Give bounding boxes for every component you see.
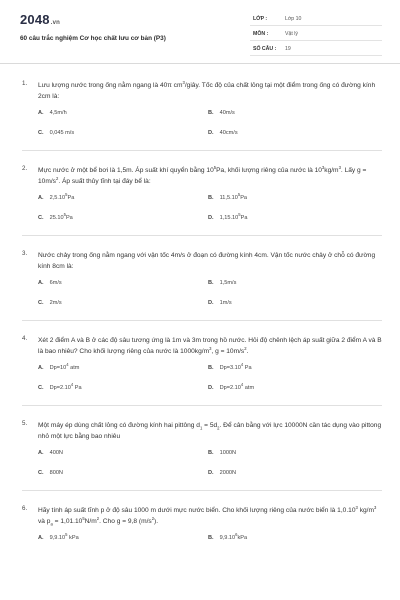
answer-row <box>38 280 383 291</box>
option-letter: A. <box>38 450 44 456</box>
question-divider <box>22 320 382 321</box>
question-item <box>0 80 400 141</box>
answer-option[interactable] <box>38 532 79 541</box>
answer-option[interactable] <box>38 212 73 221</box>
option-letter: B. <box>208 110 214 116</box>
answer-option[interactable] <box>38 280 62 286</box>
meta-row <box>250 43 382 56</box>
answer-row <box>38 110 383 121</box>
option-text: 1000N <box>219 450 237 456</box>
answer-row <box>38 212 383 226</box>
option-letter: A. <box>38 110 44 116</box>
option-letter: A. <box>38 535 44 541</box>
answer-row <box>38 130 383 141</box>
meta-row <box>250 28 382 41</box>
question-number: 2. <box>22 165 28 172</box>
question-text: Mực nước ở một bể bơi là 1,5m. Áp suất khí quyển bằng $10^5Pa$, khối lượng riêng của nước là $10^3kg/m^3$. Lấy $g = 10m/s^2$. Áp suất thủy tĩnh tại đáy bể là: <box>38 164 367 185</box>
question-text: Một máy ép dùng chất lỏng có đường kính hai pittông $d_1 = 5d_2$. Để cân bằng với lực 10000N cần tác dụng vào pittong nhỏ một lực bằng bao nhiêu <box>38 422 382 440</box>
option-letter: B. <box>208 450 214 456</box>
question-item <box>0 335 400 396</box>
option-letter: C. <box>38 130 44 136</box>
option-letter: B. <box>208 535 214 541</box>
answer-option[interactable] <box>38 362 80 371</box>
answer-option[interactable] <box>38 110 67 116</box>
question-divider <box>22 405 382 406</box>
question-text: Lưu lượng nước trong ống nằm ngang là 40π $cm^3$/giây. Tốc độ của chất lỏng tại một điểm trong ống có đường kính 2cm là: <box>38 79 376 100</box>
meta-row <box>250 13 382 26</box>
meta-label: SỐ CÂU : <box>253 46 277 52</box>
option-text: 400N <box>49 450 63 456</box>
answer-option[interactable] <box>38 450 63 456</box>
answer-option[interactable] <box>208 110 235 116</box>
option-text: 4,5m/h <box>49 110 67 116</box>
option-text: $Dp=10^4$ atm <box>49 362 80 371</box>
answer-row <box>38 192 383 206</box>
question-text: Xét 2 điểm A và B ở các độ sâu tương ứng là 1m và 3m trong hồ nước. Hỏi độ chênh lệch áp suất giữa 2 điểm A và B là bao nhiêu? Cho khối lượng riêng của nước là $1000kg/m^3$, $g = 10m/s^2$. <box>38 337 382 355</box>
option-letter: C. <box>38 300 44 306</box>
option-text: 2000N <box>219 470 237 476</box>
question-item <box>0 505 400 546</box>
option-text: 800N <box>49 470 63 476</box>
option-letter: D. <box>208 385 214 391</box>
option-text: 6m/s <box>49 280 62 286</box>
answer-option[interactable] <box>38 130 74 136</box>
question-number: 5. <box>22 420 28 427</box>
option-text: 1,15.10$^5$Pa <box>219 212 248 221</box>
answer-row <box>38 362 383 376</box>
option-text: 40cm/s <box>219 130 238 136</box>
answer-row <box>38 450 383 461</box>
option-text: 11,5.10$^5$Pa <box>219 192 248 201</box>
answer-options <box>38 362 383 396</box>
answer-options <box>38 280 383 311</box>
option-letter: C. <box>38 385 44 391</box>
option-letter: A. <box>38 365 44 371</box>
option-text: 9,9.10$^6$kPa <box>219 532 248 541</box>
answer-option[interactable] <box>208 382 255 391</box>
page-title: 60 câu trắc nghiệm Cơ học chất lưu cơ bản (P3) <box>20 35 166 42</box>
answer-option[interactable] <box>208 470 236 476</box>
option-text: 40m/s <box>219 110 235 116</box>
question-text: Nước chảy trong ống nằm ngang với vận tốc 4m/s ở đoạn có đường kính 4cm. Vận tốc nước chảy ở chỗ có đường kính 8cm là: <box>38 252 376 270</box>
meta-info <box>250 13 382 58</box>
answer-option[interactable] <box>208 362 252 371</box>
meta-value: Lớp 10 <box>285 16 302 22</box>
option-letter: D. <box>208 300 214 306</box>
answer-row <box>38 300 383 311</box>
question-number: 4. <box>22 335 28 342</box>
answer-option[interactable] <box>38 192 75 201</box>
question-divider <box>22 150 382 151</box>
option-letter: A. <box>38 280 44 286</box>
question-divider <box>22 235 382 236</box>
answer-option[interactable] <box>208 192 248 201</box>
answer-option[interactable] <box>38 300 62 306</box>
option-letter: C. <box>38 470 44 476</box>
question-item <box>0 250 400 311</box>
answer-options <box>38 532 383 546</box>
option-letter: B. <box>208 280 214 286</box>
question-number: 3. <box>22 250 28 257</box>
option-text: 2m/s <box>49 300 62 306</box>
option-text: 25.10$^5$Pa <box>49 212 73 221</box>
option-text: 1,5m/s <box>219 280 237 286</box>
option-letter: D. <box>208 470 214 476</box>
option-text: 1m/s <box>219 300 232 306</box>
brand-logo[interactable]: 2048.vn <box>20 12 61 27</box>
answer-option[interactable] <box>38 470 63 476</box>
question-list <box>0 80 400 555</box>
answer-option[interactable] <box>208 212 248 221</box>
option-text: 9,9.10$^5$ kPa <box>49 532 79 541</box>
meta-label: LỚP : <box>253 16 268 22</box>
option-letter: C. <box>38 215 44 221</box>
answer-option[interactable] <box>38 382 82 391</box>
meta-label: MÔN : <box>253 31 269 37</box>
answer-option[interactable] <box>208 450 236 456</box>
option-letter: D. <box>208 215 214 221</box>
option-text: 2,5.10$^5$Pa <box>49 192 75 201</box>
question-number: 6. <box>22 505 28 512</box>
meta-value: Vật lý <box>285 31 298 37</box>
option-letter: D. <box>208 130 214 136</box>
question-number: 1. <box>22 80 28 87</box>
option-letter: B. <box>208 365 214 371</box>
answer-options <box>38 110 383 141</box>
answer-option[interactable] <box>208 532 248 541</box>
page-header <box>0 0 400 62</box>
question-divider <box>22 490 382 491</box>
option-text: $Dp=2.10^4$ Pa <box>49 382 82 391</box>
option-letter: A. <box>38 195 44 201</box>
answer-option[interactable] <box>208 300 232 306</box>
answer-row <box>38 382 383 396</box>
question-item <box>0 165 400 226</box>
answer-row <box>38 532 383 546</box>
answer-option[interactable] <box>208 130 238 136</box>
question-item <box>0 420 400 481</box>
answer-options <box>38 450 383 481</box>
meta-value: 19 <box>285 46 291 52</box>
option-letter: B. <box>208 195 214 201</box>
option-text: $Dp=3.10^4$ Pa <box>219 362 252 371</box>
answer-option[interactable] <box>208 280 236 286</box>
header-divider <box>0 63 400 64</box>
option-text: 0,045 m/s <box>49 130 75 136</box>
option-text: $Dp=2.10^4$ atm <box>219 382 255 391</box>
question-text: Hãy tính áp suất tĩnh p ở độ sâu 1000 m dưới mực nước biển. Cho khối lượng riêng của nước biển là 1,0.10$^3$ $kg/m^3$ và $p_a = 1,01.10^5N/m^2$. Cho g = 9,8 $(m/s^2)$. <box>38 504 377 527</box>
answer-row <box>38 470 383 481</box>
answer-options <box>38 192 383 226</box>
